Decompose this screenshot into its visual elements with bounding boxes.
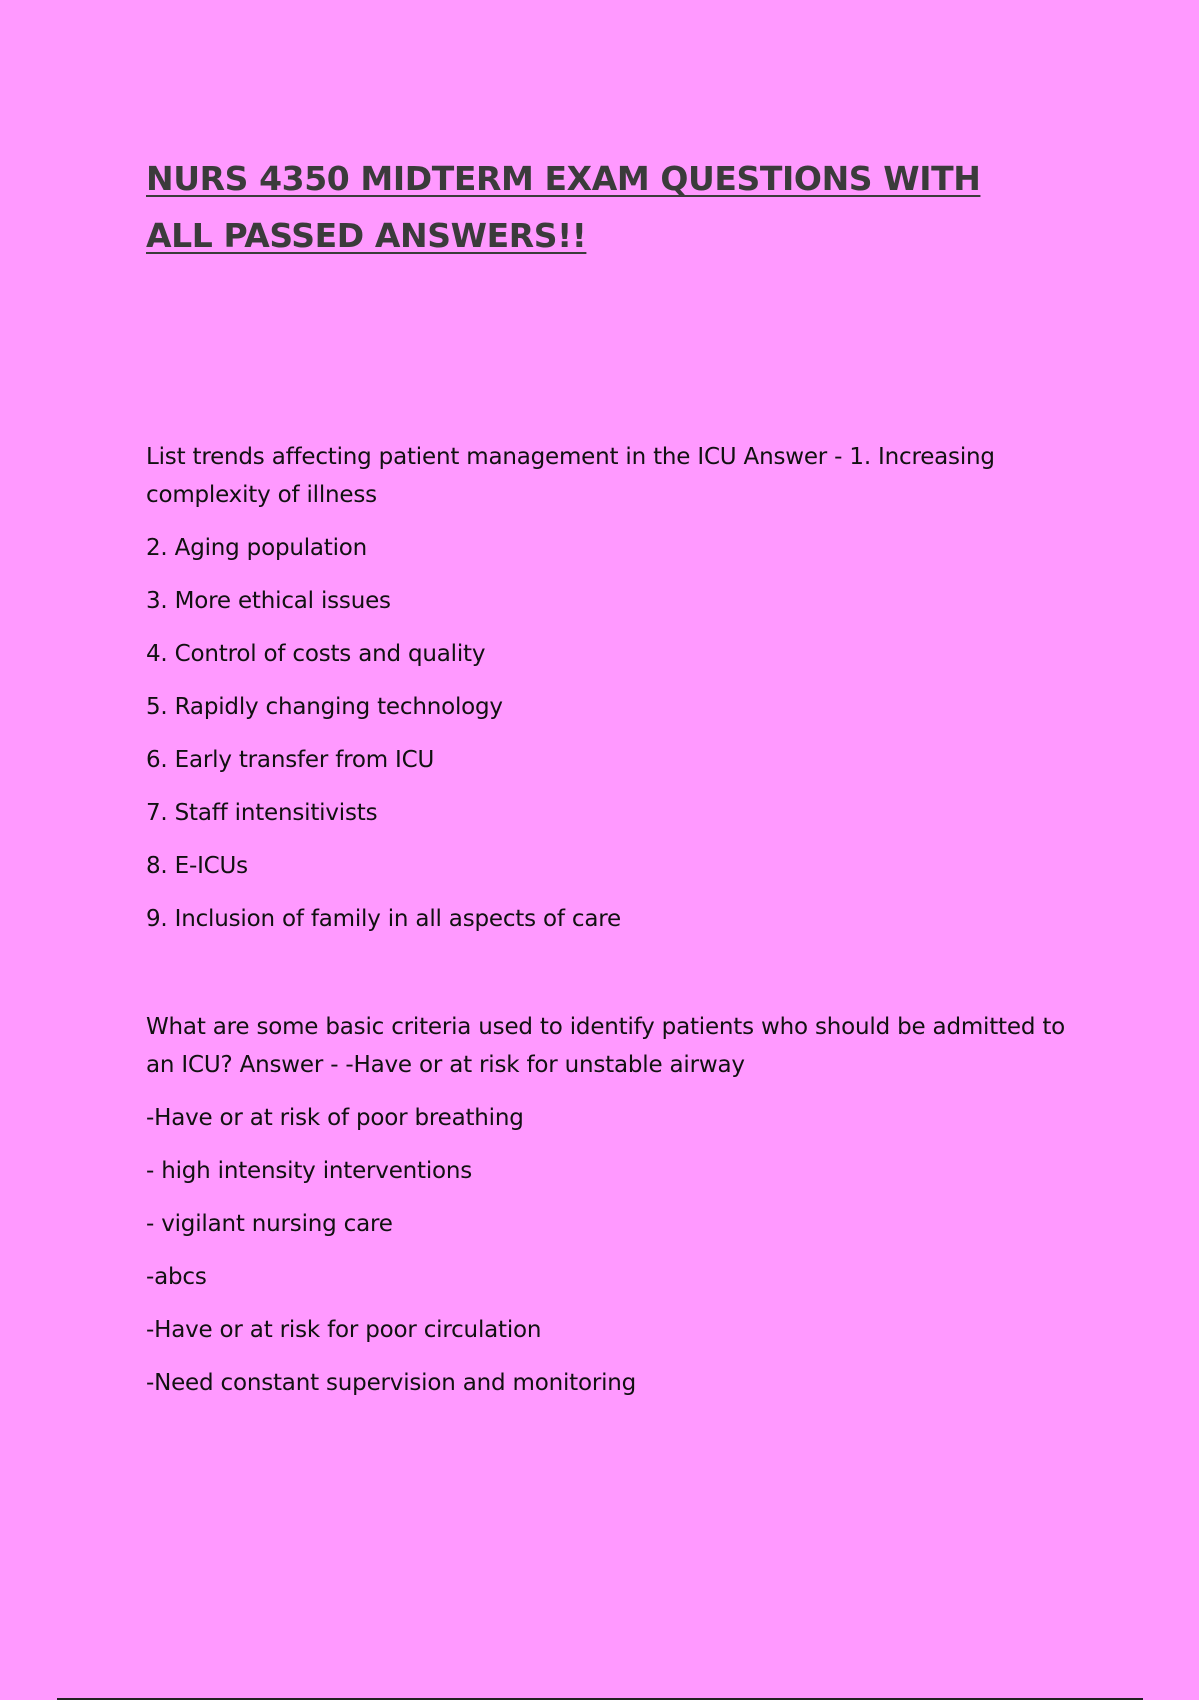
answer-item: -abcs xyxy=(146,1264,207,1290)
answer-item: 2. Aging population xyxy=(146,535,368,561)
answer-item: 3. More ethical issues xyxy=(146,588,391,614)
answer-item: 7. Staff intensitivists xyxy=(146,800,378,826)
answer-item: -Have or at risk for poor circulation xyxy=(146,1317,542,1343)
answer-item: - high intensity interventions xyxy=(146,1158,473,1184)
question-text: List trends affecting patient management in the ICU Answer - 1. Increasing complexity of illness xyxy=(146,444,995,508)
answer-item: 4. Control of costs and quality xyxy=(146,641,486,667)
answer-item: - vigilant nursing care xyxy=(146,1211,393,1237)
document-title xyxy=(146,150,1066,264)
answer-item: 9. Inclusion of family in all aspects of care xyxy=(146,906,621,932)
answer-item: 8. E-ICUs xyxy=(146,853,248,879)
document-title-line: ALL PASSED ANSWERS!! xyxy=(146,216,587,255)
question-section-icu-trends xyxy=(146,438,1076,938)
document-title-line: NURS 4350 MIDTERM EXAM QUESTIONS WITH xyxy=(146,159,981,198)
answer-item: -Have or at risk of poor breathing xyxy=(146,1105,524,1131)
answer-item: 6. Early transfer from ICU xyxy=(146,747,435,773)
question-section-icu-admission xyxy=(146,1008,1076,1402)
answer-item: 5. Rapidly changing technology xyxy=(146,694,503,720)
answer-item: -Need constant supervision and monitoring xyxy=(146,1370,637,1396)
question-text: What are some basic criteria used to identify patients who should be admitted to an ICU? Answer - -Have or at risk for unstable airway xyxy=(146,1014,1066,1078)
